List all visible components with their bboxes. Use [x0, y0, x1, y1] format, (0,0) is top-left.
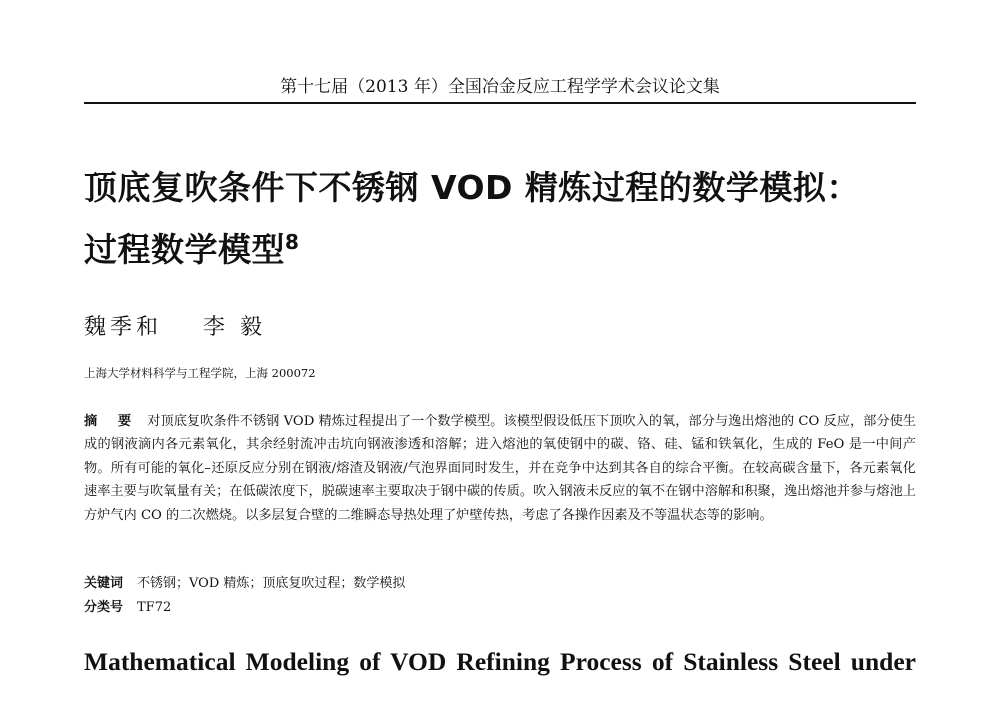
abstract-label: 摘 要: [84, 414, 140, 429]
keywords-label: 关键词: [84, 576, 124, 591]
author-name: 魏季和: [84, 315, 163, 340]
classification-label: 分类号: [84, 600, 124, 615]
title-footnote-mark: 8: [285, 230, 300, 254]
abstract-text: 对顶底复吹条件不锈钢 VOD 精炼过程提出了一个数学模型。该模型假设低压下顶吹入的氧，部分与逸出熔池的 CO 反应，部分使生成的钢液滴内各元素氧化，其余经射流冲击坑向钢液渗透和溶解；进入熔池的氧使钢中的碳、铬、硅、锰和铁氧化，生成的 FeO 是一中间产物。所有可能的氧化–还原反应分别在钢液/熔渣及钢液/气泡界面同时发生，并在竞争中达到其各自的综合平衡。在较高碳含量下，各元素氧化速率主要与吹氧量有关；在低碳浓度下，脱碳速率主要取决于钢中碳的传质。吹入钢液未反应的氧不在钢中溶解和积聚，逸出熔池并参与熔池上方炉气内 CO 的二次燃烧。以多层复合壁的二维瞬态导热处理了炉壁传热，考虑了各操作因素及不等温状态等的影响。: [84, 414, 916, 523]
classification-row: [84, 599, 171, 617]
author-name: 李 毅: [203, 315, 267, 340]
paper-title-line-2-text: 过程数学模型: [84, 230, 285, 269]
running-header: 第十七届（2013 年）全国冶金反应工程学学术会议论文集: [280, 77, 720, 97]
keywords-text: 不锈钢；VOD 精炼；顶底复吹过程；数学模拟: [137, 576, 406, 591]
abstract: [84, 410, 916, 527]
english-title-line-1: Mathematical Modeling of VOD Refining Process of Stainless Steel under: [84, 647, 916, 676]
keywords-row: [84, 575, 405, 593]
paper-title-line-2: [84, 228, 916, 272]
classification-number: TF72: [137, 600, 172, 615]
header-rule: [84, 102, 916, 104]
author-list: [84, 314, 296, 342]
paper-title-line-1: 顶底复吹条件下不锈钢 VOD 精炼过程的数学模拟：: [84, 168, 860, 207]
affiliation: 上海大学材料科学与工程学院，上海 200072: [84, 366, 316, 380]
